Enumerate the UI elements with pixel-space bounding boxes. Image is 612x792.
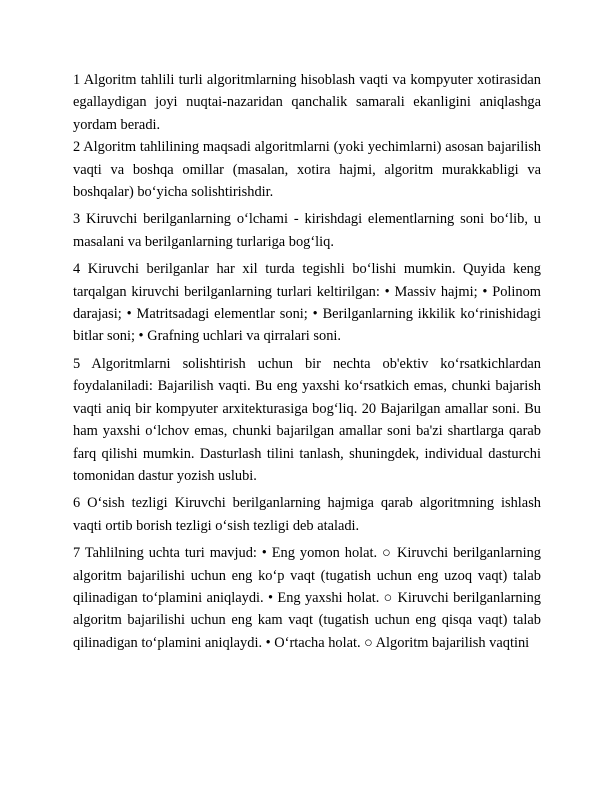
document-body (73, 69, 541, 654)
paragraph-2: 2 Algoritm tahlilining maqsadi algoritmlarni (yoki yechimlarni) asosan bajarilish vaqti va boshqa omillar (masalan, xotira hajmi, algoritm murakkabligi va boshqalar) bo‘yicha solishtirishdir. (73, 139, 541, 201)
paragraph-4: 4 Kiruvchi berilganlar har xil turda tegishli bo‘lishi mumkin. Quyida keng tarqalgan kiruvchi berilganlarning turlari keltirilgan: • Massiv hajmi; • Polinom darajasi; • Matritsadagi elementlar soni; • Berilganlarning ikkilik ko‘rinishidagi bitlar soni; • Grafning uchlari va qirralari soni. (73, 261, 541, 345)
paragraph-7: 7 Tahlilning uchta turi mavjud: • Eng yomon holat. ○ Kiruvchi berilganlarning algoritm bajarilishi uchun eng ko‘p vaqt (tugatish uchun eng uzoq vaqt) talab qilinadigan to‘plamini aniqlaydi. • Eng yaxshi holat. ○ Kiruvchi berilganlarning algoritm bajarilishi uchun eng kam vaqt (tugatish uchun eng qisqa vaqt) talab qilinadigan to‘plamini aniqlaydi. • O‘rtacha holat. ○ Algoritm bajarilish vaqtini (73, 545, 541, 651)
paragraph-5: 5 Algoritmlarni solishtirish uchun bir nechta ob'ektiv ko‘rsatkichlardan foydalaniladi: Bajarilish vaqti. Bu eng yaxshi ko‘rsatkich emas, chunki bajarish vaqti aniq bir kompyuter arxitekturasiga bog‘liq. 20 Bajarilgan amallar soni. Bu ham yaxshi o‘lchov emas, chunki bajarilgan amallar soni ba'zi shartlarga qarab farq qilishi mumkin. Dasturlash tilini tanlash, shuningdek, individual dasturchi tomonidan dastur yozish uslubi. (73, 355, 541, 484)
paragraph-3: 3 Kiruvchi berilganlarning o‘lchami - kirishdagi elementlarning soni bo‘lib, u masalani va berilganlarning turlariga bog‘liq. (73, 211, 541, 250)
paragraph-1: 1 Algoritm tahlili turli algoritmlarning hisoblash vaqti va kompyuter xotirasidan egallaydigan joyi nuqtai-nazaridan qanchalik samarali ekanligini aniqlashga yordam beradi. (73, 72, 541, 133)
paragraph-6: 6 O‘sish tezligi Kiruvchi berilganlarning hajmiga qarab algoritmning ishlash vaqti ortib borish tezligi o‘sish tezligi deb ataladi. (73, 495, 541, 534)
